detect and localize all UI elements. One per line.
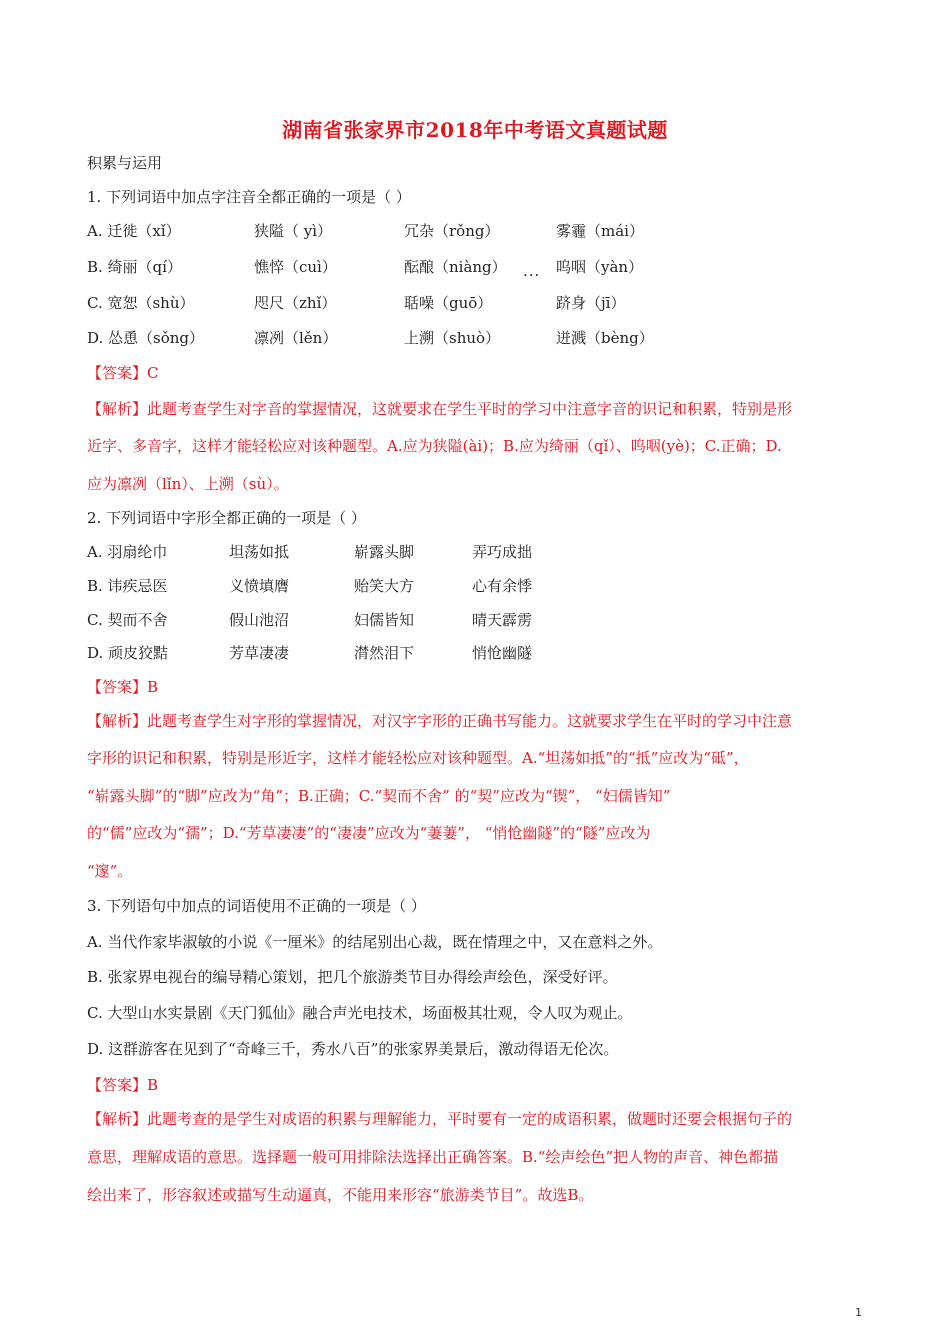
- ellipsis-marks: ...: [523, 262, 541, 280]
- q1-option-c-1: C. 宽恕（shù）: [87, 294, 195, 312]
- page-title: 湖南省张家界市2018年中考语文真题试题: [282, 118, 668, 142]
- q2-option-b-1: B. 讳疾忌医: [87, 577, 168, 595]
- q2-option-a-2: 坦荡如抵: [229, 543, 290, 561]
- q1-analysis-line-2: 近字、多音字，这样才能轻松应对该种题型。A.应为狭隘(ài)；B.应为绮丽（qǐ）、呜咽(yè)；C.正确；D.: [87, 437, 782, 455]
- q2-option-b-3: 贻笑大方: [354, 577, 415, 595]
- q2-analysis-line-2: 字形的识记和积累，特别是形近字，这样才能轻松应对该种题型。A.“坦荡如抵”的“抵”应改为“砥”，: [87, 749, 749, 767]
- q2-option-d-3: 潸然泪下: [354, 644, 415, 662]
- q2-option-d-4: 悄怆幽隧: [472, 644, 533, 662]
- q1-option-d-1: D. 怂恿（sǒng）: [87, 329, 205, 347]
- q1-stem: 1. 下列词语中加点字注音全都正确的一项是（ ）: [87, 188, 411, 206]
- q3-option-b: B. 张家界电视台的编导精心策划，把几个旅游类节目办得绘声绘色，深受好评。: [87, 968, 618, 986]
- q1-option-c-3: 聒噪（guō）: [404, 294, 493, 312]
- q3-analysis-line-1: 【解析】此题考查的是学生对成语的积累与理解能力，平时要有一定的成语积累，做题时还要会根据句子的: [87, 1110, 793, 1128]
- q2-option-c-1: C. 契而不舍: [87, 611, 168, 629]
- q2-option-a-4: 弄巧成拙: [472, 543, 533, 561]
- q2-option-d-1: D. 顽皮狡黠: [87, 644, 169, 662]
- q2-answer: 【答案】B: [87, 678, 159, 696]
- q1-option-b-1: B. 绮丽（qí）: [87, 258, 182, 276]
- q1-analysis-line-1: 【解析】此题考查学生对字音的掌握情况，这就要求在学生平时的学习中注意字音的识记和积累，特别是形: [87, 400, 793, 418]
- q1-option-b-3: 酝酿（niàng）: [404, 258, 507, 276]
- q1-option-a-3: 冗杂（rǒng）: [404, 222, 500, 240]
- q2-analysis-line-5: “邃”。: [87, 862, 133, 880]
- q3-option-a: A. 当代作家毕淑敏的小说《一厘米》的结尾别出心裁，既在情理之中，又在意料之外。: [87, 933, 663, 951]
- q1-analysis-line-3: 应为凛冽（lǐn）、上溯（sù）。: [87, 475, 289, 493]
- q3-analysis-line-2: 意思，理解成语的意思。选择题一般可用排除法选择出正确答案。B.“绘声绘色”把人物的声音、神色都描: [87, 1148, 779, 1166]
- q2-option-d-2: 芳草凄凄: [229, 644, 290, 662]
- q1-option-a-1: A. 迁徙（xǐ）: [87, 222, 181, 240]
- q1-option-a-2: 狭隘（ yì）: [254, 222, 333, 240]
- q3-stem: 3. 下列语句中加点的词语使用不正确的一项是（ ）: [87, 897, 426, 915]
- q3-option-d: D. 这群游客在见到了“奇峰三千，秀水八百”的张家界美景后，激动得语无伦次。: [87, 1040, 619, 1058]
- page-number: 1: [855, 1306, 862, 1319]
- q3-answer: 【答案】B: [87, 1076, 159, 1094]
- q2-analysis-line-4: 的“儒”应改为“孺”；D.“芳草凄凄”的“凄凄”应改为“萋萋”， “悄怆幽隧”的“隧”应改为: [87, 824, 651, 842]
- q1-option-d-2: 凛冽（lěn）: [254, 329, 338, 347]
- q2-option-b-4: 心有余悸: [472, 577, 533, 595]
- q2-analysis-line-1: 【解析】此题考查学生对字形的掌握情况，对汉字字形的正确书写能力。这就要求学生在平时的学习中注意: [87, 712, 793, 730]
- q2-option-a-3: 崭露头脚: [354, 543, 415, 561]
- q1-option-d-3: 上溯（shuò）: [404, 329, 501, 347]
- q3-option-c: C. 大型山水实景剧《天门狐仙》融合声光电技术，场面极其壮观，令人叹为观止。: [87, 1004, 633, 1022]
- q1-answer: 【答案】C: [87, 364, 159, 382]
- q2-option-b-2: 义愤填膺: [229, 577, 290, 595]
- q2-option-a-1: A. 羽扇纶巾: [87, 543, 168, 561]
- q1-option-b-2: 憔悴（cuì）: [254, 258, 337, 276]
- q2-option-c-3: 妇儒皆知: [354, 611, 415, 629]
- q1-option-c-4: 跻身（jī）: [556, 294, 626, 312]
- q1-option-c-2: 咫尺（zhǐ）: [254, 294, 337, 312]
- q1-option-b-4: 呜咽（yàn）: [556, 258, 644, 276]
- q1-option-d-4: 迸溅（bèng）: [556, 329, 654, 347]
- q1-option-a-4: 雾霾（mái）: [556, 222, 644, 240]
- q2-stem: 2. 下列词语中字形全都正确的一项是（ ）: [87, 509, 366, 527]
- q2-option-c-2: 假山池沼: [229, 611, 290, 629]
- section-heading: 积累与运用: [87, 154, 163, 172]
- q2-option-c-4: 晴天霹雳: [472, 611, 533, 629]
- q2-analysis-line-3: “崭露头脚”的“脚”应改为“角”；B.正确；C.“契而不舍” 的“契”应改为“锲”， “妇儒皆知”: [87, 787, 671, 805]
- q3-analysis-line-3: 绘出来了，形容叙述或描写生动逼真，不能用来形容“旅游类节目”。故选B。: [87, 1186, 594, 1204]
